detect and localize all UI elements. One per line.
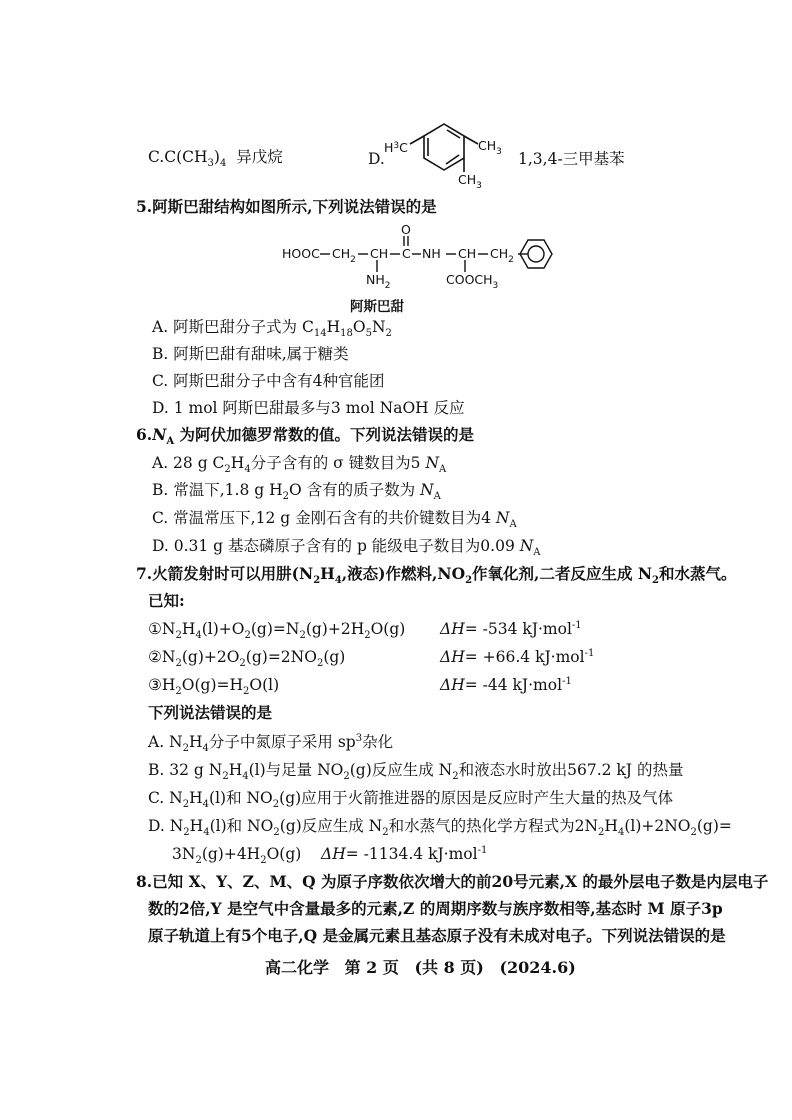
q7-option-d-line1: D. $N_2H_4(l)$和 $NO_2(g)$反应生成 $N_2$和水蒸气的热化学方程式为$2N_2H_4(l)+2NO_2(g)=$ [148, 817, 732, 839]
q6-option-d: D. 0.31 g 基态磷原子含有的 p 能级电子数目为0.09 $N_A$ [152, 537, 541, 559]
q7-equation-2: $②N_2(g)+2O_2(g)=2NO_2(g)$ ΔH= +66.4 kJ·mol$^{-1}$ [148, 647, 595, 670]
label-ch-b: CH [458, 246, 477, 261]
q7-equation-1: $①N_2H_4(l)+O_2(g)=N_2(g)+2H_2O(g)$ ΔH= -534 kJ·mol$^{-1}$ [148, 619, 582, 642]
q7-option-a: A. $N_2H_4$分子中氮原子采用 $sp^3$杂化 [148, 732, 394, 755]
footer-date: (2024.6) [499, 958, 576, 977]
q5-option-d: D. 1 mol 阿斯巴甜最多与3 mol NaOH 反应 [152, 399, 465, 417]
page-footer [265, 955, 586, 978]
q8-line-1: 8.已知 X、Y、Z、M、Q 为原子序数依次增大的前20号元素,X 的最外层电子数是内层电子 [136, 872, 769, 891]
methyl-label-right: $CH_3$ [478, 138, 502, 157]
methyl-label-bottom: $CH_3$ [458, 172, 482, 190]
footer-page: 第 2 页 [344, 958, 399, 977]
q5-option-b: B. 阿斯巴甜有甜味,属于糖类 [152, 345, 349, 363]
q5-option-c: C. 阿斯巴甜分子中含有4种官能团 [152, 372, 385, 390]
q6-stem: $6.N_A$ 为阿伏加德罗常数的值。下列说法错误的是 [136, 425, 475, 448]
footer-subject: 高二化学 [265, 958, 330, 977]
q7-known: 已知: [148, 591, 185, 610]
label-cooch3: $COOCH_3$ [446, 272, 499, 291]
q8-line-3: 原子轨道上有5个电子,Q 是金属元素且基态原子没有未成对电子。下列说法错误的是 [148, 926, 726, 945]
label-nh2: $NH_2$ [366, 272, 391, 291]
q7-stem: 7.火箭发射时可以用肼($N_2H_4$,液态)作燃料$,NO_2$作氧化剂,二者反应生成 $N_2$和水蒸气。 [136, 564, 737, 587]
q4-option-c: $C.C(CH_3)_4$ 异戊烷 [148, 148, 283, 170]
q6-option-a: A. 28 g $C_2H_4$分子含有的 σ 键数目为5 $N_A$ [152, 454, 447, 476]
trimethylbenzene-structure [380, 114, 510, 190]
q6-option-b: B. 常温下,1.8 g $H_2O$ 含有的质子数为 $N_A$ [152, 481, 441, 503]
label-o: O [401, 222, 411, 237]
q5-stem: 5.阿斯巴甜结构如图所示,下列说法错误的是 [136, 197, 437, 216]
aspartame-caption: 阿斯巴甜 [350, 299, 404, 315]
label-hooc: HOOC [282, 246, 320, 261]
q5-option-a: A. 阿斯巴甜分子式为 $C_{14}H_{18}O_5N_2$ [152, 318, 392, 340]
q4-option-d-label: D. [368, 150, 385, 168]
q6-option-c: C. 常温常压下,12 g 金刚石含有的共价键数目为4 $N_A$ [152, 509, 517, 531]
label-c: C [402, 246, 411, 261]
q4-option-d-name: 1,3,4-三甲基苯 [518, 150, 625, 168]
footer-total: (共 8 页) [414, 958, 484, 977]
q8-line-2: 数的2倍,Y 是空气中含量最多的元素,Z 的周期序数与族序数相等,基态时 M 原子3p [148, 899, 723, 918]
q7-equation-3: $③H_2O(g)=H_2O(l)$ ΔH= -44 kJ·mol$^{-1}$ [148, 675, 572, 698]
q7-option-b: B. 32 g $N_2H_4(l)$与足量 $NO_2(g)$反应生成 $N_2$和液态水时放出567.2 kJ 的热量 [148, 761, 684, 783]
label-nh: NH [422, 246, 441, 261]
q7-option-c: C. $N_2H_4(l)$和 $NO_2(g)$应用于火箭推进器的原因是反应时产生大量的热及气体 [148, 789, 674, 811]
methyl-label-left: $H^3C$ [384, 140, 408, 155]
label-ch-a: CH [370, 246, 389, 261]
label-ch2-b: $CH_2$ [490, 246, 514, 265]
label-ch2-a: $CH_2$ [332, 246, 356, 265]
aspartame-structure [278, 222, 558, 298]
q7-option-d-line2: $3N_2(g)+4H_2O(g)$ ΔH= -1134.4 kJ·mol$^{-1}$ [172, 844, 488, 867]
q7-sub-stem: 下列说法错误的是 [148, 703, 273, 722]
